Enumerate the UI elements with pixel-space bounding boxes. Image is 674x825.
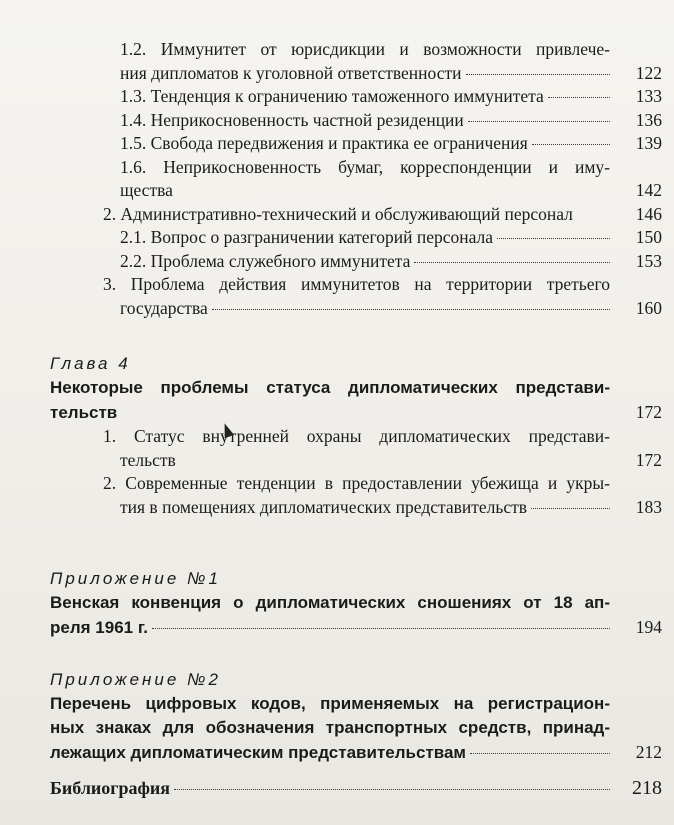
leader-dots [152,627,610,629]
page-number: 139 [635,133,662,153]
appendix-title-text: лежащих дипломатическим представительствам [50,743,467,762]
page-number: 153 [635,250,662,271]
toc-entry-text: тия в помещениях дипломатических представительств [120,496,528,517]
toc-entry-1-3[interactable] [50,85,662,109]
page-number: 183 [635,496,662,517]
leader-space [577,214,610,216]
toc-entry-text: государства [120,297,208,318]
leader-dots [548,96,610,98]
page-number: 172 [635,449,662,470]
chapter-4-title[interactable] [50,376,662,425]
spacer [50,640,662,666]
chapter-label: Глава 4 [50,354,131,373]
toc-entry-text: 2.2. Проблема служебного иммунитета [120,250,411,271]
toc-entry-1-6[interactable] [50,156,662,203]
toc-entry-text: 2. Административно-технический и обслуживающий персонал [103,203,573,224]
spacer [50,320,662,330]
page-number: 150 [635,227,662,247]
chapter-title-text: тельств [50,403,118,422]
toc-entry-2[interactable] [50,203,662,227]
table-of-contents [50,38,662,801]
toc-entry-text: 1.4. Неприкосновенность частной резиденции [120,109,464,130]
leader-dots [531,507,610,509]
page-number: 142 [635,180,662,200]
toc-entry-1-4[interactable] [50,109,662,133]
appendix-title-text: Перечень цифровых кодов, применяемых на регистрацион- [50,694,610,713]
page-number: 160 [635,297,662,318]
toc-entry-3[interactable] [50,273,662,320]
appendix-title-text: ных знаках для обозначения транспортных средств, принад- [50,718,610,737]
page-number: 212 [635,742,662,762]
toc-entry-ch4-1[interactable] [50,425,662,472]
page-number: 194 [635,617,662,637]
spacer [50,519,662,545]
leader-space [177,190,610,192]
leader-dots [532,143,610,145]
toc-entry-text: 3. Проблема действия иммунитетов на территории третьего [103,274,610,294]
toc-entry-text: ния дипломатов к уголовной ответственности [120,62,462,83]
bibliography-label: Библиография [50,778,171,798]
leader-dots [414,261,610,263]
toc-entry-ch4-2[interactable] [50,472,662,519]
appendix-title-text: реля 1961 г. [50,618,148,637]
toc-entry-text: 1.2. Иммунитет от юрисдикции и возможности привлече- [120,39,610,59]
appendix-1-title[interactable] [50,591,662,640]
chapter-title-text: Некоторые проблемы статуса дипломатических представи- [50,378,610,397]
toc-entry-text: 2.1. Вопрос о разграничении категорий персонала [120,227,494,247]
page-number: 172 [635,402,662,422]
leader-dots [174,788,610,790]
leader-dots [497,237,610,239]
page-number: 122 [635,62,662,83]
appendix-1-label: Приложение №1 [50,569,221,588]
page-number: 133 [635,86,662,106]
appendix-title-text: Венская конвенция о дипломатических сношениях от 18 ап- [50,593,610,612]
toc-entry-1-2[interactable] [50,38,662,85]
leader-dots [466,73,611,75]
toc-entry-text: 1. Статус внутренней охраны дипломатических представи- [103,426,610,446]
page-number: 146 [635,203,662,224]
bibliography-entry[interactable] [50,777,662,801]
spacer [50,765,662,777]
toc-entry-text: щества [120,180,173,200]
leader-dots [212,308,610,310]
appendix-2-label: Приложение №2 [50,670,221,689]
leader-dots [468,120,610,122]
toc-entry-text: 2. Современные тенденции в предоставлении убежища и укры- [103,473,610,493]
toc-entry-text: 1.6. Неприкосновенность бумаг, корреспонденции и иму- [120,156,610,177]
toc-entry-1-5[interactable] [50,132,662,156]
page-number: 218 [632,777,662,799]
leader-dots [470,752,610,754]
page-number: 136 [635,109,662,130]
toc-entry-text: 1.5. Свобода передвижения и практика ее ограничения [120,133,528,153]
toc-entry-2-1[interactable] [50,226,662,250]
toc-entry-2-2[interactable] [50,250,662,274]
toc-entry-text: 1.3. Тенденция к ограничению таможенного иммунитета [120,86,544,106]
toc-entry-text: тельств [120,449,176,470]
appendix-2-title[interactable] [50,692,662,765]
leader-space [121,412,610,414]
leader-space [180,460,610,462]
